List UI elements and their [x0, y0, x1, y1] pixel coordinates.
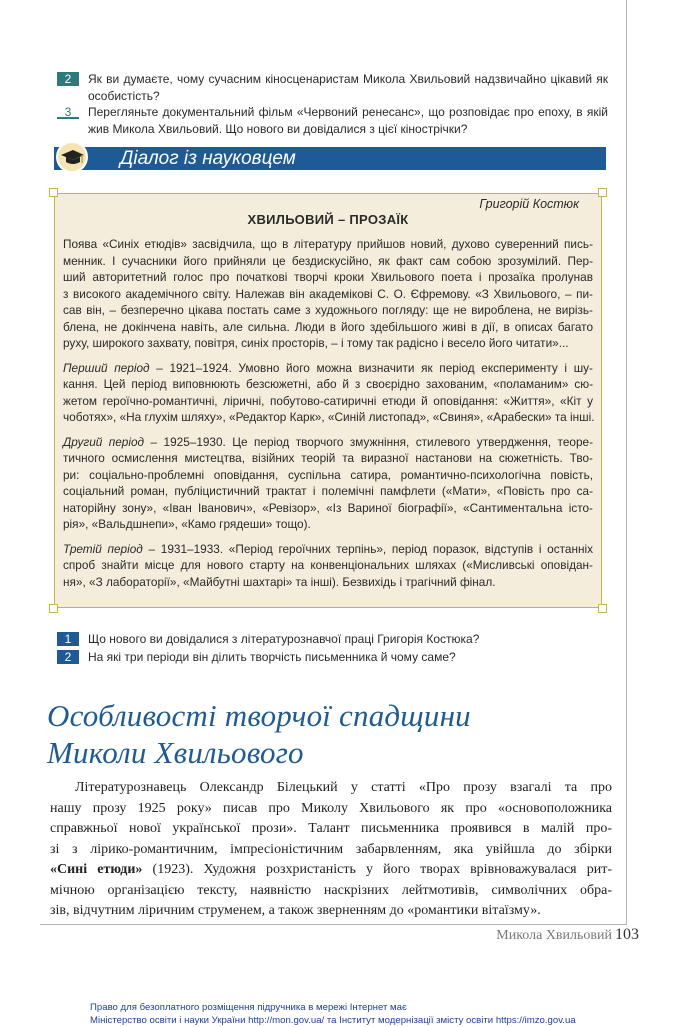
body-line	[50, 860, 612, 881]
period-label: Третій період	[63, 541, 143, 556]
quote-line	[63, 393, 593, 410]
question-number: 3	[57, 105, 79, 119]
section-banner	[54, 147, 606, 170]
quote-line	[63, 286, 593, 303]
quote-line-text: тичного осмислення мистецтва, візійних теорій та виразної настанови на сюжетність. Тво-	[63, 451, 593, 465]
collection-title: «Сині етюди»	[50, 862, 143, 877]
quote-line-text: руху, широкого захвату, повітря, синіх просторів, – і тому так радісно і весело його читати»...	[63, 336, 569, 350]
quote-line-text: кання. Цей період виповнюють безсюжетні, або й з своєрідно захованим, «поламаним» сю-	[63, 377, 593, 391]
body-line: зів, відчутним ліричним струменем, а також зверненням до «романтики вітаїзму».	[50, 903, 541, 918]
question-text: Перегляньте документальний фільм «Червоний ренесанс», що розповідає про епоху, в якій жив Микола Хвильовий. Що нового ви довідалися з цієї кінострічки?	[88, 105, 608, 136]
paragraph	[63, 541, 593, 591]
quote-line-text: – 1931–1933. «Період героїчних терпінь», період поразок, відступів і останніх	[142, 541, 594, 556]
quote-line	[63, 483, 593, 500]
body-line: зі з лірико-романтичним, імпресіоністичним забарвленням, яка увійшла до збірки	[50, 841, 612, 857]
question-number: 2	[57, 72, 79, 86]
body-line: справжньої нової української прози». Талант письменника проявився в малій про-	[50, 821, 612, 836]
corner-ornament	[49, 604, 58, 613]
corner-ornament	[49, 188, 58, 197]
quote-line	[63, 409, 593, 426]
quote-line	[63, 574, 593, 591]
quote-line	[63, 253, 593, 270]
scholar-quote-box	[54, 193, 602, 608]
question-number: 2	[57, 650, 79, 664]
legal-notice	[90, 1001, 576, 1027]
quote-line-text: менник. І сучасники його прийняли це бездискусійно, як факт сам собою зрозумілий. Пер-	[63, 253, 593, 268]
quote-line-text: соціальний роман, публіцистичний трактат і полемічні памфлети («Мати», «Повість про са-	[63, 484, 593, 498]
body-line-text: (1923). Художня розхристаність у його творах врівноважувалася рит-	[142, 862, 612, 877]
body-line: Літературознавець Олександр Білецький у статті «Про прозу взагалі та про	[75, 780, 612, 795]
quote-line-text: Поява «Синіх етюдів» засвідчила, що в літературу прийшов новий, духово суверенний пись-	[63, 237, 593, 251]
quote-line	[63, 500, 593, 517]
quote-line	[63, 541, 593, 558]
period-label: Другий період	[63, 434, 145, 449]
quote-line-text: блена, не докінчена навіть, але сильна. Люди в його здебільшого живі в дії, в описах багато	[63, 319, 593, 334]
quote-line	[63, 319, 593, 336]
question-3	[57, 104, 608, 137]
paragraph	[63, 360, 593, 426]
section-heading	[47, 697, 471, 771]
question-2	[57, 71, 608, 104]
quote-line	[63, 516, 593, 533]
quote-line	[63, 434, 593, 451]
body-text	[50, 778, 612, 922]
quote-line-text: чоботях», «На глухім шляху», «Редактор Карк», «Синій листопад», «Свиня», «Арабески» та інші.	[63, 410, 595, 424]
corner-ornament	[598, 604, 607, 613]
question-number: 1	[57, 632, 79, 646]
heading-line: Миколи Хвильового	[47, 735, 304, 770]
quote-line-text: ший авторитетний голос про початкові творчі кроки Хвильового поета і прозаїка пролунав	[63, 270, 593, 284]
page-number: 103	[615, 926, 639, 943]
question-1	[57, 631, 608, 648]
quote-line	[63, 269, 593, 286]
graduation-cap-icon	[56, 141, 88, 173]
banner-title: Діалог із науковцем	[120, 148, 296, 169]
quote-line	[63, 450, 593, 467]
legal-line: Право для безоплатного розміщення підручника в мережі Інтернет має	[90, 1002, 407, 1013]
question-text: На які три періоди він ділить творчість письменника й чому саме?	[88, 650, 456, 664]
margin-line	[626, 0, 627, 925]
quote-line-text: ри: соціально-проблемні оповідання, суспільна сатира, романтично-психологічна повість,	[63, 467, 593, 482]
quote-line-text: – 1925–1930. Це період творчого змужніння, стилевого утвердження, теоре-	[144, 434, 593, 449]
quote-line	[63, 360, 593, 377]
legal-line: Міністерство освіти і науки України http://mon.gov.ua/ та Інститут модернізації змісту освіти https://imzo.gov.ua	[90, 1015, 576, 1026]
body-line: мічною організацією тексту, наявністю наскрізних лейтмотивів, символічних обра-	[50, 882, 612, 898]
quote-line-text: спроб знайти місце для нового старту на конвенціональних шляхах («Мисливські оповідан-	[63, 558, 593, 572]
period-label: Перший період	[63, 360, 150, 375]
heading-line: Особливості творчої спадщини	[47, 698, 471, 733]
quote-line-text: сав він, – безперечно цікава постать саме з художнього погляду: ще не вироблена, не вирізь-	[63, 303, 593, 317]
quote-line-text: ня», «З лабораторії», «Майбутні шахтарі» та інші). Безвихідь і трагічний фінал.	[63, 574, 496, 589]
body-line: нашу прозу 1925 року» писав про Миколу Хвильового як про «основоположника	[50, 800, 612, 816]
quote-line	[63, 376, 593, 393]
quote-line	[63, 302, 593, 319]
question-text: Що нового ви довідалися з літературознавчої праці Григорія Костюка?	[88, 632, 480, 646]
footer-divider	[40, 924, 627, 925]
question-text: Як ви думаєте, чому сучасним кіносценаристам Микола Хвильовий надзвичайно цікавий як особистість?	[88, 72, 608, 103]
question-2	[57, 649, 608, 666]
quote-line	[63, 236, 593, 253]
quote-line	[63, 557, 593, 574]
quote-line-text: наторійну зону», «Іван Іванович», «Ревізор», «Із Вариної біографії», «Сантиментальна істо-	[63, 500, 593, 515]
paragraph	[63, 434, 593, 533]
quote-line-text: рія», «Вальдшнепи», «Камо грядеши» тощо).	[63, 517, 311, 531]
quote-title: ХВИЛЬОВИЙ – ПРОЗАЇК	[247, 212, 409, 227]
quote-line	[63, 467, 593, 484]
quote-author: Григорій Костюк	[479, 197, 579, 211]
quote-line-text: – 1921–1924. Умовно його можна визначити як період експерименту і шу-	[149, 360, 593, 375]
running-title: Микола Хвильовий	[496, 928, 612, 943]
quote-text	[63, 236, 593, 598]
paragraph	[63, 236, 593, 352]
quote-line-text: з високого академічного світу. Належав він академікові С. О. Єфремову. «З Хвильового, – пи-	[63, 286, 593, 301]
corner-ornament	[598, 188, 607, 197]
quote-line-text: жетом героїчно-романтичні, ліричні, побутово-сатиричні етюди й оповідання: «Життя», «Кіт у	[63, 393, 593, 408]
quote-line	[63, 335, 593, 352]
